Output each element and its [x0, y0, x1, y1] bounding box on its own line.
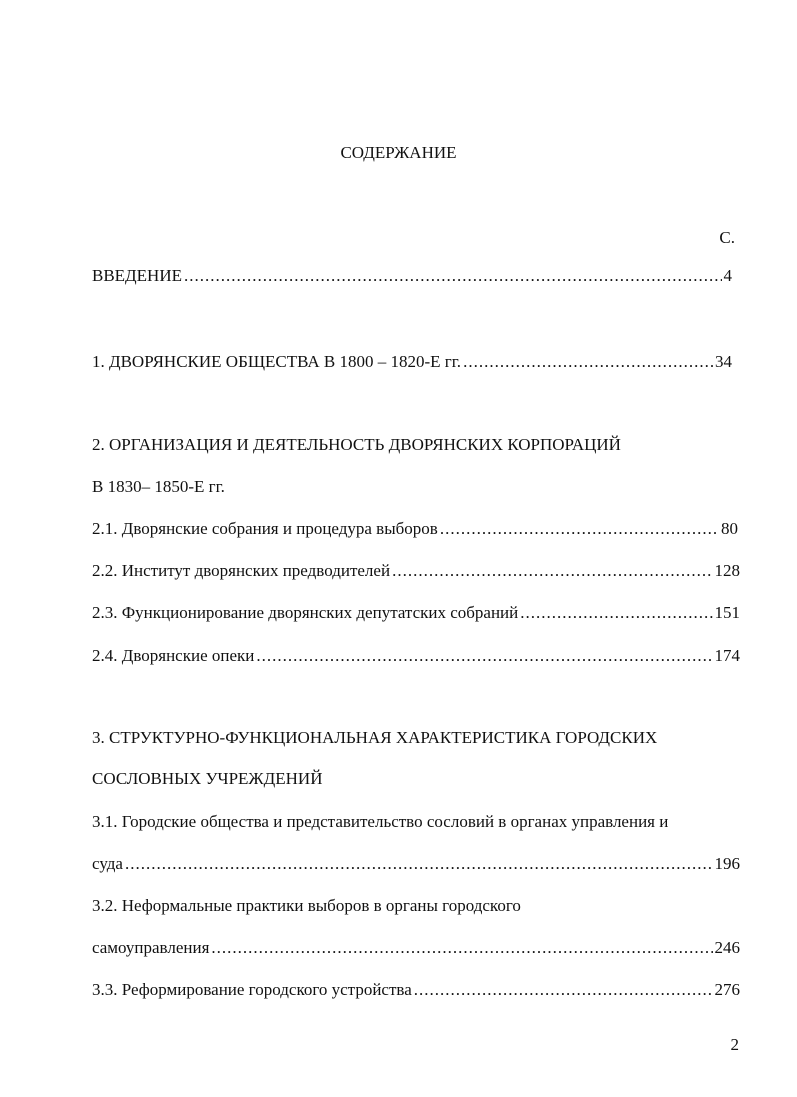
toc-entry-page: 34	[715, 352, 732, 371]
toc-entry-page: 4	[723, 266, 732, 285]
toc-entry-text: самоуправления	[92, 938, 210, 957]
toc-entry-section-2-1[interactable]	[92, 519, 738, 539]
toc-entry-text: 2.1. Дворянские собрания и процедура выборов	[92, 519, 438, 538]
toc-entry-section-3-3[interactable]	[92, 980, 740, 1000]
toc-entry-chapter-1[interactable]	[92, 352, 732, 372]
toc-entry-text: 2.4. Дворянские опеки	[92, 646, 255, 665]
toc-leader-dots	[392, 561, 712, 581]
toc-entry-text: 1. ДВОРЯНСКИЕ ОБЩЕСТВА В 1800 – 1820-Е гг.	[92, 352, 462, 371]
toc-entry-section-3-1-line1[interactable]: 3.1. Городские общества и представительство сословий в органах управления и	[92, 812, 669, 831]
toc-entry-text: ВВЕДЕНИЕ	[92, 266, 182, 285]
toc-entry-section-2-4[interactable]	[92, 646, 740, 666]
toc-leader-dots	[520, 603, 712, 623]
toc-leader-dots	[414, 980, 713, 1000]
toc-entry-page: 80	[721, 519, 738, 538]
toc-entry-section-2-3[interactable]	[92, 603, 740, 623]
toc-chapter-2-heading[interactable]: 2. ОРГАНИЗАЦИЯ И ДЕЯТЕЛЬНОСТЬ ДВОРЯНСКИХ КОРПОРАЦИЙ	[92, 435, 621, 454]
toc-entry-page: 246	[714, 938, 740, 957]
toc-leader-dots	[184, 266, 722, 286]
toc-leader-dots	[125, 854, 713, 874]
toc-leader-dots	[440, 519, 719, 539]
toc-leader-dots	[211, 938, 712, 958]
toc-entry-section-3-2-line1[interactable]: 3.2. Неформальные практики выборов в органы городского	[92, 896, 521, 915]
toc-entry-page: 196	[714, 854, 740, 873]
toc-entry-text: 2.3. Функционирование дворянских депутатских собраний	[92, 603, 519, 622]
page-number: 2	[730, 1035, 739, 1054]
toc-chapter-3-heading-cont: СОСЛОВНЫХ УЧРЕЖДЕНИЙ	[92, 769, 323, 788]
toc-chapter-2-heading-cont: В 1830– 1850-Е гг.	[92, 477, 225, 496]
page-title: СОДЕРЖАНИЕ	[340, 143, 457, 162]
toc-entry-page: 174	[714, 646, 740, 665]
page-column-label: С.	[719, 228, 735, 247]
toc-entry-section-3-2[interactable]	[92, 938, 740, 958]
toc-entry-text: 2.2. Институт дворянских предводителей	[92, 561, 391, 580]
toc-entry-introduction[interactable]	[92, 266, 732, 286]
toc-entry-page: 276	[714, 980, 740, 999]
toc-chapter-3-heading[interactable]: 3. СТРУКТУРНО-ФУНКЦИОНАЛЬНАЯ ХАРАКТЕРИСТИКА ГОРОДСКИХ	[92, 728, 658, 747]
toc-leader-dots	[463, 352, 713, 372]
toc-entry-page: 151	[714, 603, 740, 622]
toc-entry-section-2-2[interactable]	[92, 561, 740, 581]
toc-entry-text: суда	[92, 854, 123, 873]
toc-entry-text: 3.3. Реформирование городского устройства	[92, 980, 412, 999]
toc-leader-dots	[256, 646, 712, 666]
toc-entry-page: 128	[714, 561, 740, 580]
toc-entry-section-3-1[interactable]	[92, 854, 740, 874]
